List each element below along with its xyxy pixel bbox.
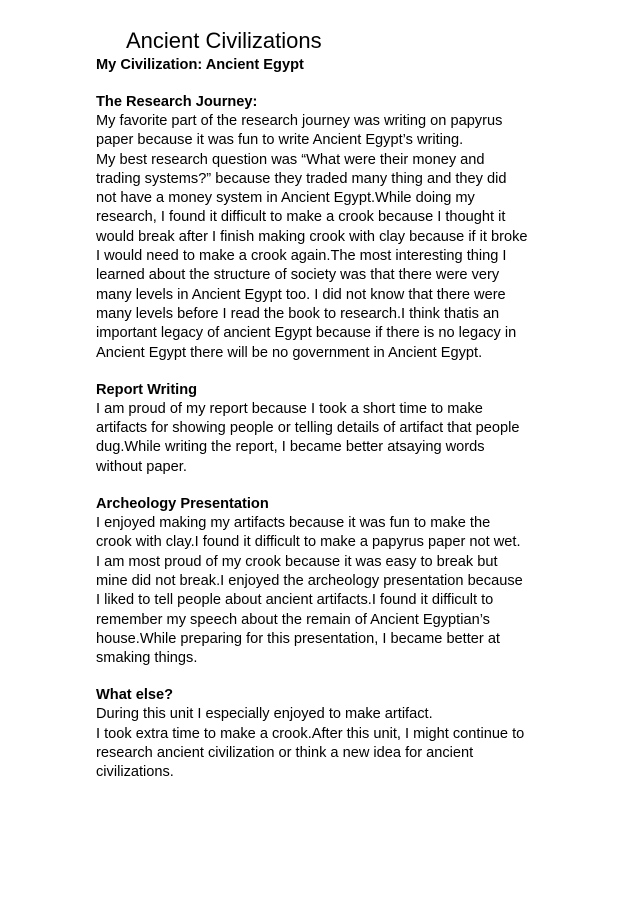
paragraph-line: artifacts for showing people or telling details of artifact that people [96,420,520,437]
paragraph-line: I am most proud of my crook because it was easy to break but [96,553,498,570]
section-heading: Archeology Presentation [96,496,269,513]
paragraph-line: civilizations. [96,764,174,781]
paragraph-line: During this unit I especially enjoyed to make artifact. [96,706,433,723]
paragraph-line: remember my speech about the remain of Ancient Egyptian’s [96,611,490,628]
section-archeology-presentation [96,495,596,668]
paragraph-line: I enjoyed making my artifacts because it was fun to make the [96,515,491,532]
paragraph-line: research ancient civilization or think a new idea for ancient [96,745,474,762]
paragraph-line: not have a money system in Ancient Egypt.While doing my [96,190,475,207]
section-research-journey [96,93,596,363]
paragraph-line: house.While preparing for this presentation, I became better at [96,630,500,647]
paragraph-line: Ancient Egypt there will be no government in Ancient Egypt. [96,344,483,361]
section-heading: What else? [96,687,174,704]
paragraph-line: many levels before I read the book to research.I think thatis an [96,305,500,322]
paragraph-line: My favorite part of the research journey was writing on papyrus [96,113,503,129]
paragraph-line: I took extra time to make a crook.After this unit, I might continue to [96,725,525,742]
paragraph-line: mine did not break.I enjoyed the archeology presentation because [96,572,523,589]
paragraph-line: I would need to make a crook again.The most interesting thing I [96,248,507,265]
section-what-else [96,686,596,782]
paragraph-line: dug.While writing the report, I became better atsaying words [96,439,485,456]
paragraph-line: I liked to tell people about ancient artifacts.I found it difficult to [96,592,494,609]
paragraph-line: crook with clay.I found it difficult to make a papyrus paper not wet. [96,534,521,551]
section-report-writing [96,381,596,477]
document-subtitle: My Civilization: Ancient Egypt [96,57,304,73]
paragraph-line: would break after I finish making crook with clay because if it broke [96,228,528,245]
paragraph-line: research, I found it difficult to make a crook because I thought it [96,209,506,226]
paragraph-line: I am proud of my report because I took a short time to make [96,400,483,417]
document-title: Ancient Civilizations [126,28,322,53]
document-page [96,27,596,783]
section-heading: Report Writing [96,381,198,398]
paragraph-line: without paper. [96,458,187,475]
paragraph-line: learned about the structure of society was that there were very [96,267,500,284]
paragraph-line: paper because it was fun to write Ancient Egypt’s writing. [96,132,464,149]
paragraph-line: important legacy of ancient Egypt because if there is no legacy in [96,325,517,342]
paragraph-line: smaking things. [96,650,198,667]
paragraph-line: My best research question was “What were their money and [96,151,485,168]
section-heading: The Research Journey: [96,94,258,110]
paragraph-line: trading systems?” because they traded many thing and they did [96,170,507,187]
paragraph-line: many levels in Ancient Egypt too. I did not know that there were [96,286,506,303]
